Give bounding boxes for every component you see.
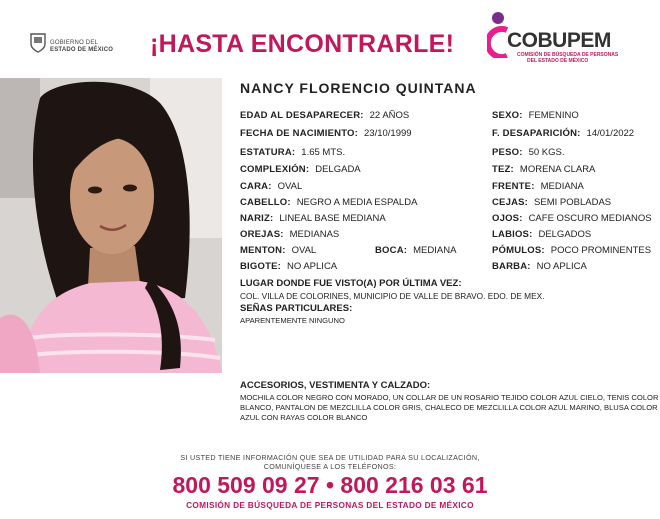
field-frente-label: FRENTE: — [492, 181, 535, 192]
field-frente-value: MEDIANA — [540, 181, 584, 192]
field-boca-label: BOCA: — [375, 245, 408, 256]
field-nariz-value: LINEAL BASE MEDIANA — [279, 213, 386, 224]
field-nacimiento — [240, 128, 412, 139]
person-name: NANCY FLORENCIO QUINTANA — [240, 80, 477, 96]
field-labios — [492, 229, 591, 240]
field-menton-label: MENTON: — [240, 245, 286, 256]
field-estatura-label: ESTATURA: — [240, 147, 296, 158]
field-desaparicion-label: F. DESAPARICIÓN: — [492, 128, 581, 139]
accessories-label: ACCESORIOS, VESTIMENTA Y CALZADO: — [240, 380, 431, 391]
field-sexo-value: FEMENINO — [528, 110, 579, 121]
field-menton — [240, 245, 316, 256]
field-frente — [492, 181, 584, 192]
field-barba — [492, 261, 587, 272]
field-ojos-label: OJOS: — [492, 213, 523, 224]
contact-info-line1: SI USTED TIENE INFORMACIÓN QUE SEA DE UTILIDAD PARA SU LOCALIZACIÓN, — [180, 453, 480, 462]
field-boca-value: MEDIANA — [413, 245, 457, 256]
field-orejas-label: OREJAS: — [240, 229, 284, 240]
field-cabello — [240, 197, 417, 208]
state-shield-icon — [30, 33, 46, 53]
phone-numbers: 800 509 09 27 • 800 216 03 61 — [172, 472, 488, 498]
cobupem-logo — [487, 8, 617, 63]
field-tez-value: MORENA CLARA — [519, 164, 596, 175]
field-cabello-label: CABELLO: — [240, 197, 291, 208]
field-cara — [240, 181, 302, 192]
particular-signs-value: APARENTEMENTE NINGUNO — [240, 316, 345, 325]
field-nacimiento-label: FECHA DE NACIMIENTO: — [240, 128, 358, 139]
field-barba-label: BARBA: — [492, 261, 531, 272]
missing-person-photo — [0, 78, 222, 373]
field-bigote-label: BIGOTE: — [240, 261, 281, 272]
accessories-value: MOCHILA COLOR NEGRO CON MORADO, UN COLLAR DE UN ROSARIO TEJIDO COLOR AZUL CIELO, TENIS COLOR BLANCO, PANTALON DE MEZCLILLA COLOR GRIS, CHALECO DE MEZCLILLA COLOR AZUL MARINO, BLUSA COLOR AZUL CON RAYAS COLOR BLANCO — [240, 393, 659, 422]
gov-logo-line1: GOBIERNO DEL — [50, 40, 99, 46]
last-seen-value: COL. VILLA DE COLORINES, MUNICIPIO DE VALLE DE BRAVO. EDO. DE MEX. — [240, 291, 545, 301]
field-complexion-value: DELGADA — [315, 164, 361, 175]
field-bigote — [240, 261, 337, 272]
field-cabello-value: NEGRO A MEDIA ESPALDA — [296, 197, 418, 208]
field-labios-value: DELGADOS — [538, 229, 592, 240]
field-labios-label: LABIOS: — [492, 229, 533, 240]
field-peso-label: PESO: — [492, 147, 523, 158]
government-logo — [30, 33, 120, 57]
particular-signs-label: SEÑAS PARTICULARES: — [240, 303, 353, 314]
field-cara-value: OVAL — [277, 181, 303, 192]
field-cara-label: CARA: — [240, 181, 272, 192]
field-complexion — [240, 164, 361, 175]
field-tez-label: TEZ: — [492, 164, 514, 175]
last-seen-label: LUGAR DONDE FUE VISTO(A) POR ÚLTIMA VEZ: — [240, 278, 462, 289]
field-tez — [492, 164, 595, 175]
field-estatura — [240, 147, 345, 158]
field-orejas-value: MEDIANAS — [289, 229, 340, 240]
field-nariz — [240, 213, 386, 224]
field-sexo — [492, 110, 579, 121]
field-cejas — [492, 197, 611, 208]
field-ojos-value: CAFE OSCURO MEDIANOS — [528, 213, 652, 224]
gov-logo-line2: ESTADO DE MÉXICO — [50, 47, 114, 53]
field-peso-value: 50 KGS. — [528, 147, 565, 158]
field-cejas-label: CEJAS: — [492, 197, 529, 208]
field-cejas-value: SEMI POBLADAS — [534, 197, 612, 208]
field-pomulos-label: PÓMULOS: — [492, 245, 545, 256]
field-sexo-label: SEXO: — [492, 110, 523, 121]
field-desaparicion-value: 14/01/2022 — [586, 128, 635, 139]
field-bigote-value: NO APLICA — [286, 261, 338, 272]
field-desaparicion — [492, 128, 634, 139]
field-pomulos — [492, 245, 651, 256]
field-orejas — [240, 229, 339, 240]
field-edad — [240, 110, 409, 121]
field-edad-label: EDAD AL DESAPARECER: — [240, 110, 364, 121]
field-ojos — [492, 213, 652, 224]
cobupem-subtitle-line2: DEL ESTADO DE MÉXICO — [527, 58, 589, 64]
contact-info-line2: COMUNÍQUESE A LOS TELÉFONOS: — [263, 462, 397, 471]
field-edad-value: 22 AÑOS — [369, 110, 410, 121]
headline: ¡HASTA ENCONTRARLE! — [150, 30, 455, 58]
field-barba-value: NO APLICA — [536, 261, 587, 272]
cobupem-wordmark: COBUPEM — [507, 29, 611, 52]
field-nacimiento-value: 23/10/1999 — [364, 128, 412, 139]
field-peso — [492, 147, 564, 158]
field-estatura-value: 1.65 MTS. — [301, 147, 346, 158]
field-nariz-label: NARIZ: — [240, 213, 274, 224]
field-pomulos-value: POCO PROMINENTES — [550, 245, 652, 256]
field-complexion-label: COMPLEXIÓN: — [240, 164, 310, 175]
cobupem-subtitle-line1: COMISIÓN DE BÚSQUEDA DE PERSONAS — [517, 52, 619, 58]
field-menton-value: OVAL — [291, 245, 317, 256]
field-boca — [375, 245, 456, 256]
footer-organization: COMISIÓN DE BÚSQUEDA DE PERSONAS DEL ESTADO DE MÉXICO — [186, 500, 474, 510]
